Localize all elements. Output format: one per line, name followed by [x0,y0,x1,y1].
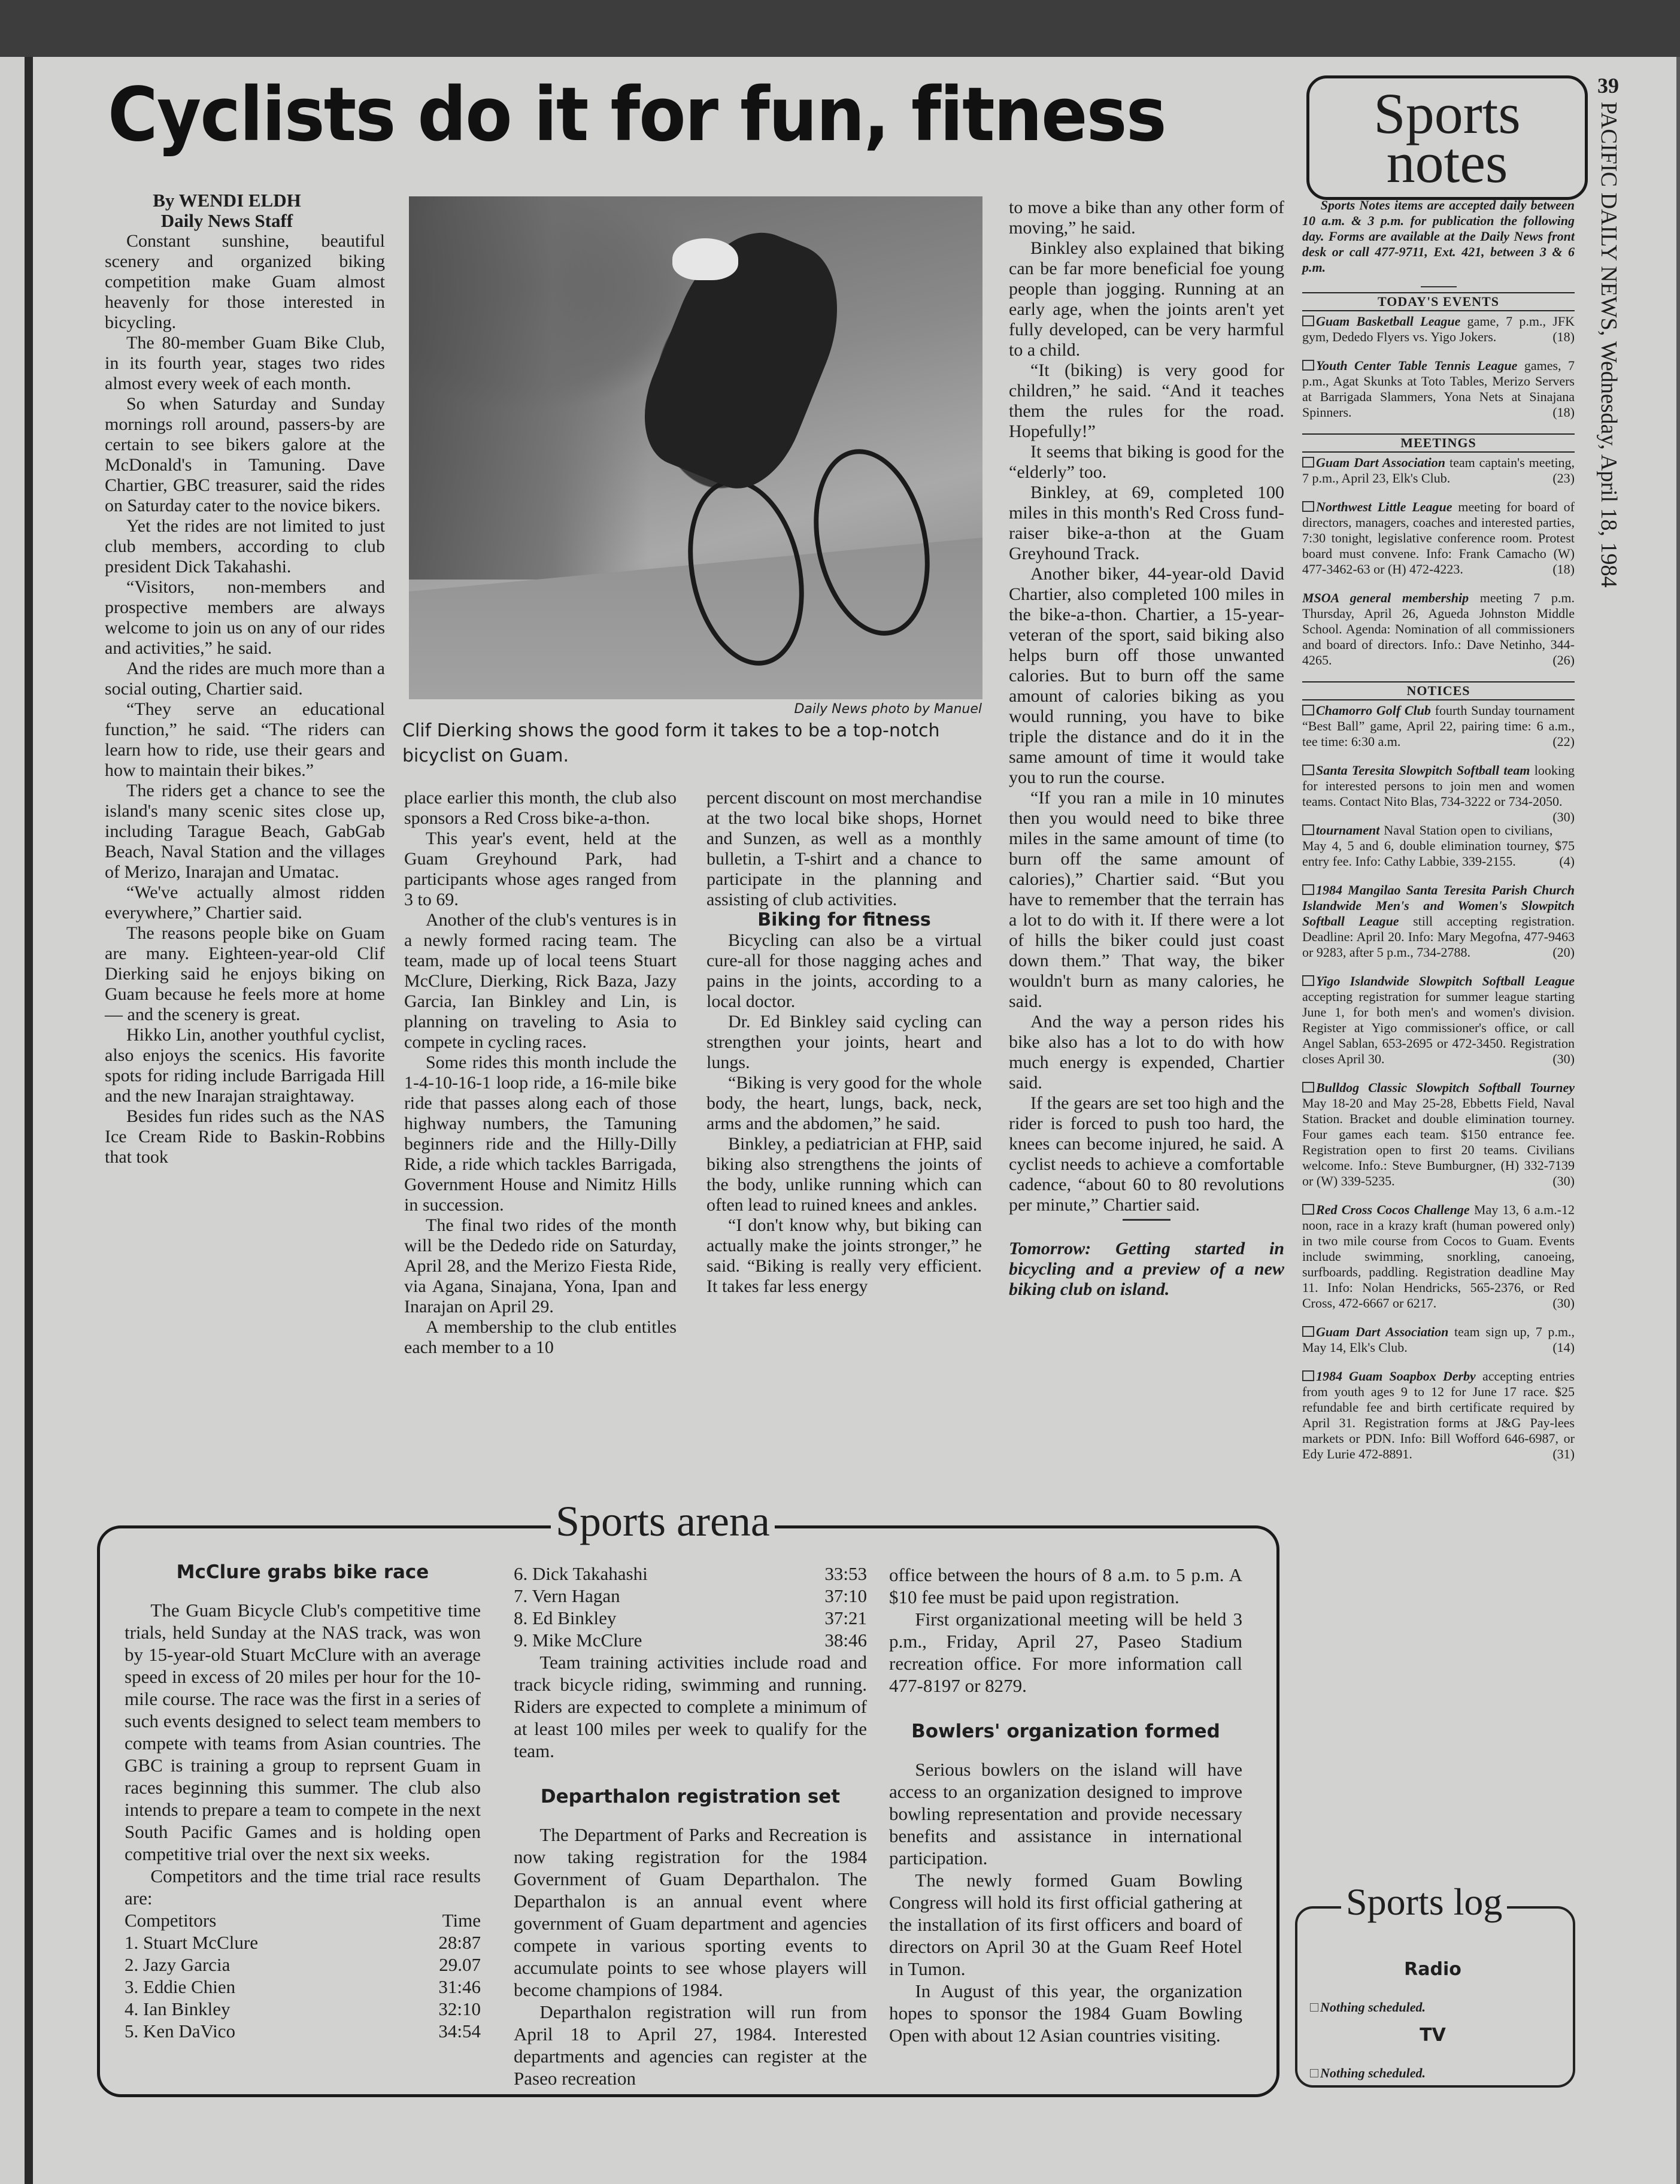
arena-column-1 [125,1561,481,2042]
paragraph: “It (biking) is very good for children,” he said. “And it teaches them the rules for the road. Hopefully!” [1009,360,1284,441]
time: 29.07 [439,1954,481,1975]
notes-item [1302,882,1575,960]
paragraph: Binkley, at 69, completed 100 miles in this month's Red Cross fund-raiser bike-a-thon at the Guam Greyhound Track. [1009,483,1284,563]
item-text: team sign up, 7 p.m., May 14, Elk's Club. [1302,1324,1575,1355]
item-ref: (26) [1552,653,1575,668]
time: 32:10 [438,1998,481,2019]
subhead-biking-for-fitness: Biking for fitness [757,909,931,930]
article-column-3 [706,788,982,1297]
paragraph: to move a bike than any other form of moving,” he said. [1009,198,1284,238]
paragraph: “They serve an educational function,” he said. “The riders can learn how to ride, use their gears and how to maintain their bikes.” [105,699,385,780]
time: 34:54 [438,2021,481,2042]
result-row [514,1585,867,1607]
masthead-dateline: PACIFIC DAILY NEWS, Wednesday, April 18, 1984 [1596,102,1621,588]
arena-column-2 [514,1563,867,2089]
time: 37:10 [824,1585,867,1606]
paragraph: Yet the rides are not limited to just club members, according to club president Dick Takahashi. [105,516,385,577]
paragraph: A membership to the club entitles each member to a 10 [404,1317,677,1357]
item-ref: (18) [1552,562,1575,577]
item-text: meeting for board of directors, managers, coaches and interested parties, 7:30 tonight, legislative conference room. Protest board must convene. Info: Frank Camacho (W) 477-3462-63 or (H) 472-4223. [1302,499,1575,577]
cyclist-photo [409,196,982,699]
item-text: still accepting registration. Deadline: April 20. Info: Mary Megofna, 477-9463 or 9283, after 5 p.m., 734-2788. [1302,914,1575,960]
paragraph: Binkley also explained that biking can be far more beneficial foe young people than jogging. Running at an early age, when the joints aren't yet fully developed, can be very harmful to a child. [1009,238,1284,360]
time: 38:46 [824,1630,867,1651]
time: 31:46 [438,1976,481,1997]
paragraph: Another of the club's ventures is in a newly formed racing team. The team, made up of local teens Stuart McClure, Dierking, Rick Baza, Jazy Garcia, Ian Binkley and Lin, is planning on traveling to Asia to compete in cycling races. [404,910,677,1052]
byline: By WENDI ELDH [153,190,301,211]
item-title: 1984 Guam Soapbox Derby [1316,1369,1476,1384]
item-text: looking for interested persons to join men and women teams. Contact Nito Blas, 734-3222 or 734-2050. [1302,763,1575,809]
item-title: tournament [1316,823,1380,838]
item-ref: (20) [1552,945,1575,960]
paragraph: The newly formed Guam Bowling Congress will hold its first official gathering at the installation of its first officers and board of directors on April 30 at the Guam Reef Hotel in Tumon. [889,1870,1242,1979]
sports-notes-title-box [1306,75,1588,200]
tomorrow-teaser: Tomorrow: Getting started in bicycling and a preview of a new biking club on island. [1009,1239,1284,1299]
bullet-box-icon [1302,765,1314,775]
sports-log-title: Sports log [1341,1880,1507,1924]
competitor: 6. Dick Takahashi [514,1563,648,1584]
result-row [514,1629,867,1651]
paragraph: percent discount on most merchandise at the two local bike shops, Hornet and Sunzen, as well as a monthly bulletin, a T-shirt and a chance to participate in the planning and assisting of club activities. [706,788,982,909]
result-row [125,1931,481,1954]
result-row [514,1563,867,1585]
paragraph: The 80-member Guam Bike Club, in its fourth year, stages two rides almost every week of each month. [105,333,385,393]
paragraph: Competitors and the time trial race results are: [125,1866,481,1909]
item-title: Santa Teresita Slowpitch Softball team [1316,763,1530,778]
bullet-box-icon [1302,457,1314,468]
item-title: Red Cross Cocos Challenge [1316,1202,1470,1217]
arena-column-3 [889,1564,1242,2046]
column-header-competitors: Competitors [125,1910,217,1931]
photo-caption: Clif Dierking shows the good form it takes to be a top-notch bicyclist on Guam. [402,720,940,766]
result-row [125,1998,481,2020]
article-column-1 [105,190,385,1167]
article-column-2 [404,788,677,1358]
divider [1123,1219,1170,1221]
notes-item [1302,1369,1575,1462]
item-text: Naval Station open to civilians, May 4, 5 and 6, double elimination tourney, $75 entry fee. Info: Cathy Labbie, 339-2155. [1302,823,1575,869]
sports-notes-title-line1: Sports [1373,81,1521,145]
result-row [125,1954,481,1976]
section-heading-notices: NOTICES [1302,681,1575,700]
bullet-box-icon [1302,884,1314,895]
notes-item [1302,499,1575,577]
item-title: Bulldog Classic Slowpitch Softball Tourney [1316,1080,1575,1095]
results-header [125,1909,481,1931]
paragraph: Some rides this month include the 1-4-10-16-1 loop ride, a 16-mile bike ride that passes along each of those highway numbers, the Tamuning beginners ride and the Hilly-Dilly Ride, a ride which tackles Barrigada, Government House and Nimitz Hills in succession. [404,1052,677,1215]
column-header-time: Time [442,1910,481,1931]
competitor: 7. Vern Hagan [514,1585,620,1606]
paragraph: Another biker, 44-year-old David Chartier, also completed 100 miles in the bike-a-thon. Chartier, a 15-year-veteran of the sport, said biking also helps burn off those unwanted calories. But to burn off the same amount of calories biking as you would running, you have to bike triple the distance and do it in the same amount of time it would take you to run the course. [1009,564,1284,787]
paragraph: Bicycling can also be a virtual cure-all for those nagging aches and pains in the joints, according to a local doctor. [706,930,982,1011]
item-title: Chamorro Golf Club [1316,703,1431,718]
item-title: Northwest Little League [1316,499,1452,514]
notes-item [1302,590,1575,668]
paragraph: Hikko Lin, another youthful cyclist, also enjoys the scenics. His favorite spots for riding include Barrigada Hill and the new Inarajan straightaway. [105,1025,385,1106]
paragraph: Serious bowlers on the island will have access to an organization designed to improve bowling representation and provide necessary benefits and assistance in international participation. [889,1759,1242,1868]
paragraph: The final two rides of the month will be the Dededo ride on Saturday, April 28, and the Merizo Fiesta Ride, via Agana, Sinajana, Yona, Ipan and Inarajan on April 29. [404,1215,677,1317]
bullet-box-icon [1310,2003,1318,2012]
notes-item [1302,1324,1575,1355]
bullet-box-icon [1302,1326,1314,1337]
result-row [125,2020,481,2042]
paragraph: “Visitors, non-members and prospective members are always welcome to join us on any of our rides and activities,” he said. [105,577,385,658]
item-text: meeting 7 p.m. Thursday, April 26, Agueda Johnston Middle School. Agenda: Nomination of all commissioners and board of directors. Info.: Dave Netinho, 344-4265. [1302,590,1575,668]
notes-item [1302,763,1575,824]
item-text: May 13, 6 a.m.-12 noon, race in a krazy kraft (human powered only) in two mile course from Cocos to Guam. Events include swimming, snorkling, canoeing, surfboards, paddling. Registration deadline May 11. Info: Nolan Hendricks, 565-2376, or Red Cross, 472-6667 or 6217. [1302,1202,1575,1311]
paragraph: And the way a person rides his bike also has a lot to do with how much energy is expended, Chartier said. [1009,1012,1284,1093]
item-title: Guam Basketball League [1316,314,1461,329]
headline: Cyclists do it for fun, fitness [108,72,1166,158]
bullet-box-icon [1302,316,1314,326]
paragraph: Constant sunshine, beautiful scenery and organized biking competition make Guam almost heavenly for those interested in bicycling. [105,231,385,332]
photo-trees [409,196,648,580]
paragraph: The reasons people bike on Guam are many. Eighteen-year-old Clif Dierking said he enjoys biking on Guam because he feels more at home — and the scenery is great. [105,923,385,1024]
section-heading-todays-events: TODAY'S EVENTS [1302,292,1575,311]
tv-heading: TV [1420,2025,1446,2046]
item-ref: (23) [1552,471,1575,486]
bullet-box-icon [1310,2069,1318,2077]
notes-item [1302,823,1575,869]
notes-item [1302,455,1575,486]
result-row [514,1607,867,1629]
radio-item-text: Nothing scheduled. [1320,2000,1426,2015]
item-text: game, 7 p.m., JFK gym, Dededo Flyers vs. Yigo Jokers. [1302,314,1575,344]
paragraph: Departhalon registration will run from April 18 to April 27, 1984. Interested departments and agencies can register at the Paseo recreation [514,2001,867,2089]
paragraph: Team training activities include road and track bicycle riding, swimming and running. Riders are expected to complete a minimum of at least 100 miles per week to qualify for the team. [514,1652,867,1761]
paragraph: “We've actually almost ridden everywhere,” Chartier said. [105,882,385,923]
article-column-4 [1009,198,1284,1300]
sports-notes [1302,198,1575,1475]
paragraph: Dr. Ed Binkley said cycling can strengthen your joints, heart and lungs. [706,1012,982,1072]
paragraph: The Guam Bicycle Club's competitive time trials, held Sunday at the NAS track, was won by 15-year-old Stuart McClure with an average speed in excess of 20 miles per hour for the 10-mile course. The race was the first in a series of such events designed to select team members to compete with teams from Asian countries. The GBC is training a group to reprsent Guam in races beginning this summer. The club also intends to prepare a team to compete in the next South Pacific Games and is holding open competitive trial over the next six weeks. [125,1600,481,1864]
paragraph: And the rides are much more than a social outing, Chartier said. [105,659,385,699]
section-heading-meetings: MEETINGS [1302,433,1575,453]
bullet-box-icon [1302,1370,1314,1381]
item-ref: (30) [1552,1296,1575,1311]
paragraph: In August of this year, the organization hopes to sponsor the 1984 Guam Bowling Open with about 12 Asian countries visiting. [889,1980,1242,2046]
item-title: Guam Dart Association [1316,1324,1449,1339]
sports-notes-title-line2: notes [1386,131,1508,195]
paragraph: place earlier this month, the club also sponsors a Red Cross bike-a-thon. [404,788,677,828]
notes-item [1302,1080,1575,1189]
item-ref: (4) [1559,854,1575,869]
competitor: 1. Stuart McClure [125,1932,258,1953]
tv-item [1310,2065,1426,2081]
item-ref: (30) [1552,1173,1575,1188]
notes-item [1302,314,1575,345]
paragraph: If the gears are set too high and the rider is forced to push too hard, the knees can become injured, he said. A cyclist needs to achieve a comfortable cadence, “about 60 to 80 revolutions per minute,” Chartier said. [1009,1093,1284,1215]
notes-item [1302,973,1575,1067]
time: 37:21 [824,1607,867,1628]
headline-departhalon: Departhalon registration set [540,1786,841,1807]
item-title: MSOA general membership [1302,590,1469,605]
item-ref: (18) [1552,405,1575,420]
result-row [125,1976,481,1998]
bullet-box-icon [1302,975,1314,986]
item-ref: (30) [1552,809,1575,824]
bullet-box-icon [1302,1082,1314,1093]
cyclist-figure [625,213,863,504]
page-number: 39 [1597,74,1619,98]
paragraph: So when Saturday and Sunday mornings roll around, passers-by are certain to see bikers galore at the McDonald's in Tamuning. Dave Chartier, GBC treasurer, said the rides on Saturday cater to the novice bikers. [105,394,385,515]
page-gutter [0,57,33,2184]
item-text: fourth Sunday tournament “Best Ball” game, April 22, pairing time: 6 a.m., tee time: 6:30 a.m. [1302,703,1575,749]
paragraph: It seems that biking is good for the “elderly” too. [1009,442,1284,482]
competitor: 9. Mike McClure [514,1630,642,1651]
time: 33:53 [824,1563,867,1584]
item-ref: (18) [1552,329,1575,344]
paragraph: The riders get a chance to see the island's many scenic sites close up, including Tarague Beach, GabGab Beach, Naval Station and the villages of Merizo, Inarajan and Umatac. [105,781,385,882]
item-title: 1984 Mangilao Santa Teresita Parish Church Islandwide Men's and Women's Slowpitch Softball League [1302,882,1575,929]
paragraph: “Biking is very good for the whole body, the heart, lungs, back, neck, arms and the abdomen,” he said. [706,1073,982,1133]
headline-mcclure: McClure grabs bike race [176,1561,429,1583]
item-title: Guam Dart Association [1316,455,1445,470]
sports-notes-intro: Sports Notes items are accepted daily between 10 a.m. & 3 p.m. for publication the following day. Forms are available at the Daily News front desk or call 477-9711, Ext. 421, between 3 & 6 p.m. [1302,198,1575,275]
paragraph: This year's event, held at the Guam Greyhound Park, had participants whose ages ranged from 3 to 69. [404,829,677,909]
bullet-box-icon [1302,501,1314,512]
item-text: team captain's meeting, 7 p.m., April 23, Elk's Club. [1302,455,1575,486]
item-ref: (30) [1552,1051,1575,1066]
item-ref: (22) [1552,734,1575,749]
paragraph: “If you ran a mile in 10 minutes then you would need to bike three miles in the same amount of time (to burn off the same amount of calories),” Chartier said. “But you have to remember that the terrain has a lot to do with it. If there were a lot of hills the biker could just coast down them.” That way, the biker wouldn't burn as many calories, he said. [1009,788,1284,1011]
item-title: Youth Center Table Tennis League [1316,358,1518,373]
paragraph: The Department of Parks and Recreation is now taking registration for the 1984 Government of Guam Departhalon. The Departhalon is an annual event where government of Guam department and agencies compete in various sporting events to accumulate points to see whose players will become champions of 1984. [514,1824,867,2000]
item-ref: (31) [1552,1446,1575,1461]
notes-item [1302,358,1575,420]
headline-bowlers: Bowlers' organization formed [911,1721,1220,1742]
sports-arena-title: Sports arena [551,1497,775,1546]
radio-item [1310,2000,1426,2015]
paragraph: office between the hours of 8 a.m. to 5 p.m. A $10 fee must be paid upon registration. [889,1564,1242,1607]
bullet-box-icon [1302,705,1314,715]
competitor: 3. Eddie Chien [125,1976,236,1997]
competitor: 8. Ed Binkley [514,1607,617,1628]
bullet-box-icon [1302,824,1314,835]
item-text: accepting entries from youth ages 9 to 12 for June 17 race. $25 refundable fee and birth certificate required by April 31. Registration forms at J&G Pay-lees markets or PDN. Info: Bill Wofford 646-6987, or Edy Lurie 472-8891. [1302,1369,1575,1461]
bullet-box-icon [1302,1204,1314,1215]
sports-log-box [1295,1906,1575,2088]
paragraph: First organizational meeting will be held 3 p.m., Friday, April 27, Paseo Stadium recreation office. For more information call 477-8197 or 8279. [889,1609,1242,1696]
time: 28:87 [438,1932,481,1953]
paragraph: Besides fun rides such as the NAS Ice Cream Ride to Baskin-Robbins that took [105,1106,385,1167]
competitor: 4. Ian Binkley [125,1998,231,2019]
byline-role: Daily News Staff [160,210,293,231]
competitor: 2. Jazy Garcia [125,1954,231,1975]
item-ref: (14) [1552,1340,1575,1355]
scan-top-edge [0,0,1680,57]
cyclist-helmet [672,238,738,280]
item-text: games, 7 p.m., Agat Skunks at Toto Tables, Merizo Servers at Barrigada Slammers, Yona Nets at Sinajana Spinners. [1302,358,1575,420]
item-text: accepting registration for summer league starting June 1, for both men's and women's division. Register at Yigo commissioner's office, or call Angel Sablan, 653-2695 or 472-3450. Registration closes April 30. [1302,989,1575,1066]
tv-item-text: Nothing scheduled. [1320,2065,1426,2080]
bullet-box-icon [1302,360,1314,371]
item-text: May 18-20 and May 25-28, Ebbetts Field, Naval Station. Bracket and double elimination tourney. Four games each team. $150 entrance fee. Registration open to first 20 teams. Civilians welcome. Info.: Steve Bumburgner, (H) 332-7139 or (W) 339-5235. [1302,1096,1575,1188]
notes-item [1302,1202,1575,1311]
competitor: 5. Ken DaVico [125,2021,235,2042]
item-title: Yigo Islandwide Slowpitch Softball League [1316,973,1575,988]
paragraph: Binkley, a pediatrician at FHP, said biking also strengthens the joints of the body, unlike running which can often lead to ruined knees and ankles. [706,1134,982,1215]
photo-credit: Daily News photo by Manuel [794,702,982,717]
radio-heading: Radio [1404,1959,1461,1980]
paragraph: “I don't know why, but biking can actually make the joints stronger,” he said. “Biking is really very efficient. It takes far less energy [706,1215,982,1296]
divider [1421,286,1457,287]
notes-item [1302,703,1575,750]
